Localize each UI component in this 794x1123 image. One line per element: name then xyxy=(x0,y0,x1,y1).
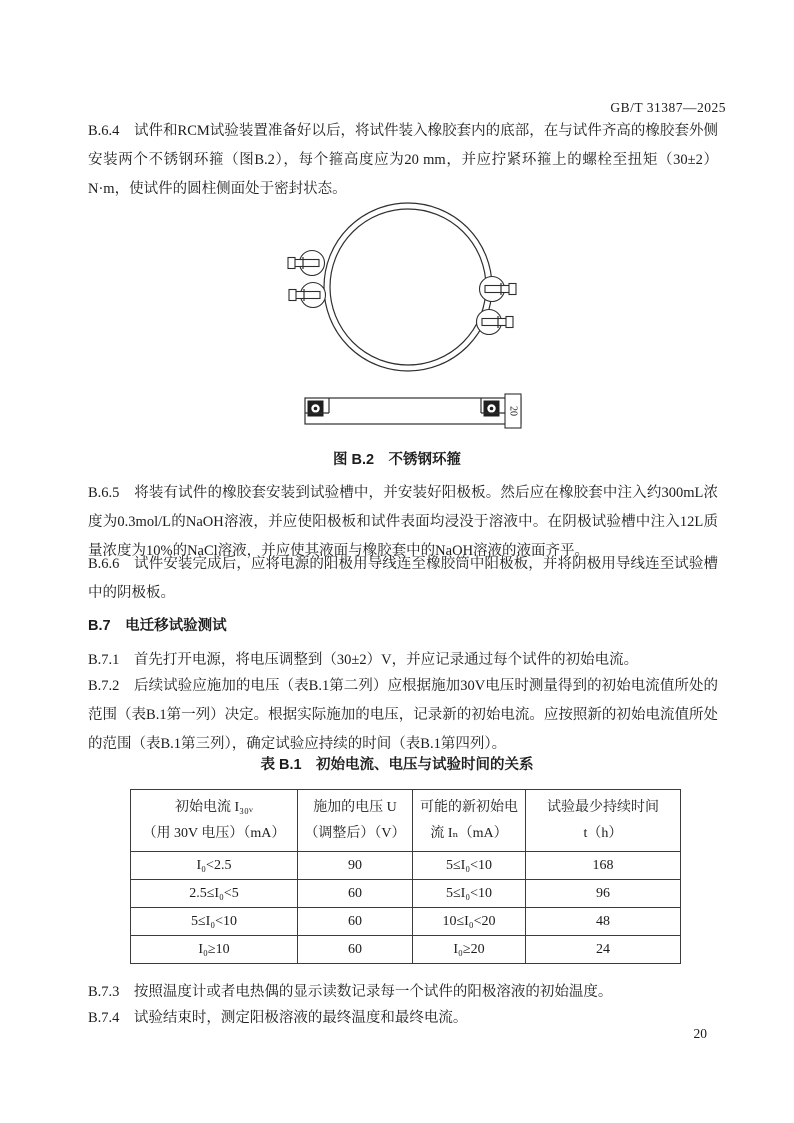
header-initial-current xyxy=(131,790,298,852)
table-cell: 60 xyxy=(298,880,413,908)
right-bolt-lugs xyxy=(477,277,517,335)
table-cell: 5≤I₀<10 xyxy=(413,852,526,880)
table-cell: 60 xyxy=(298,936,413,964)
height-dimension-label: 20 xyxy=(507,406,519,416)
clause-b-7-3: B.7.3 按照温度计或者电热偶的显示读数记录每一个试件的阳极溶液的初始温度。 xyxy=(88,984,613,1000)
table-cell: 5≤I₀<10 xyxy=(413,880,526,908)
table-cell: 168 xyxy=(526,852,681,880)
header-min-duration xyxy=(526,790,681,852)
header-line: 可能的新初始电 xyxy=(420,799,518,815)
clause-b-6-4: B.6.4 试件和RCM试验装置准备好以后，将试件装入橡胶套内的底部，在与试件齐高的橡胶套外侧安装两个不锈钢环箍（图B.2），每个箍高度应为20 mm，并应拧紧环箍上的螺栓至扭矩（30±2） N·m，使试件的圆柱侧面处于密封状态。 xyxy=(88,123,718,197)
clause-b-6-5: B.6.5 将装有试件的橡胶套安装到试验槽中，并安装好阳极板。然后应在橡胶套中注入约300mL浓度为0.3mol/L的NaOH溶液，并应使阳极板和试件表面均浸没于溶液中。在阴极试验槽中注入12L质量浓度为10%的NaCl溶液，并应使其液面与橡胶套中的NaOH溶液的液面齐平。 xyxy=(88,485,718,559)
page-number: 20 xyxy=(693,1026,707,1041)
header-line: （调整后）（V） xyxy=(304,825,406,841)
table-row xyxy=(131,880,681,908)
table-cell: 60 xyxy=(298,908,413,936)
figure-b2-caption: 图 B.2 不锈钢环箍 xyxy=(332,452,462,468)
header-line: 试验最少持续时间 xyxy=(547,799,659,815)
table-cell: 48 xyxy=(526,908,681,936)
header-line: 施加的电压 U xyxy=(313,799,397,815)
left-bolt-lugs xyxy=(288,251,326,308)
header-line: （用 30V 电压）（mA） xyxy=(142,825,286,841)
ring-clamp-side-view xyxy=(305,394,521,428)
table-cell: 5≤I₀<10 xyxy=(131,908,298,936)
ring-clamp-front-view xyxy=(288,203,516,371)
clause-b-7-2: B.7.2 后续试验应施加的电压（表B.1第二列）应根据施加30V电压时测量得到的初始电流值所处的范围（表B.1第一列）决定。根据实际施加的电压，记录新的初始电流。应按照新的初始电流值所处的范围（表B.1第三列），确定试验应持续的时间（表B.1第四列）。 xyxy=(88,678,718,752)
table-row xyxy=(131,852,681,880)
clause-b-6-6: B.6.6 试件安装完成后，应将电源的阳极用导线连至橡胶筒中阳极板，并将阴极用导线连至试验槽中的阴极板。 xyxy=(88,556,718,601)
figure-b2-drawing xyxy=(285,192,535,437)
header-line: 流 Iₙ（mA） xyxy=(430,825,508,841)
ring-clamp-illustration xyxy=(285,192,535,437)
table-cell: 24 xyxy=(526,936,681,964)
table-cell: 96 xyxy=(526,880,681,908)
table-header-row xyxy=(131,790,681,852)
header-new-initial-current xyxy=(413,790,526,852)
clause-b-7-1: B.7.1 首先打开电源，将电压调整到（30±2）V，并应记录通过每个试件的初始电流。 xyxy=(88,652,639,668)
header-applied-voltage xyxy=(298,790,413,852)
clause-b-7-heading: B.7 电迁移试验测试 xyxy=(88,618,227,634)
table-b1-title: 表 B.1 初始电流、电压与试验时间的关系 xyxy=(260,757,534,773)
table-cell: 90 xyxy=(298,852,413,880)
header-line: t（h） xyxy=(583,825,623,841)
table-row xyxy=(131,936,681,964)
table-b1 xyxy=(130,789,681,964)
standard-number-header: GB/T 31387—2025 xyxy=(610,100,726,115)
table-cell: I₀<2.5 xyxy=(131,852,298,880)
table-cell: 10≤I₀<20 xyxy=(413,908,526,936)
header-line: 初始电流 I₃₀ᵥ xyxy=(174,799,254,815)
table-cell: I₀≥20 xyxy=(413,936,526,964)
table-row xyxy=(131,908,681,936)
table-cell: 2.5≤I₀<5 xyxy=(131,880,298,908)
clause-b-7-4: B.7.4 试验结束时，测定阳极溶液的最终温度和最终电流。 xyxy=(88,1010,468,1026)
table-cell: I₀≥10 xyxy=(131,936,298,964)
